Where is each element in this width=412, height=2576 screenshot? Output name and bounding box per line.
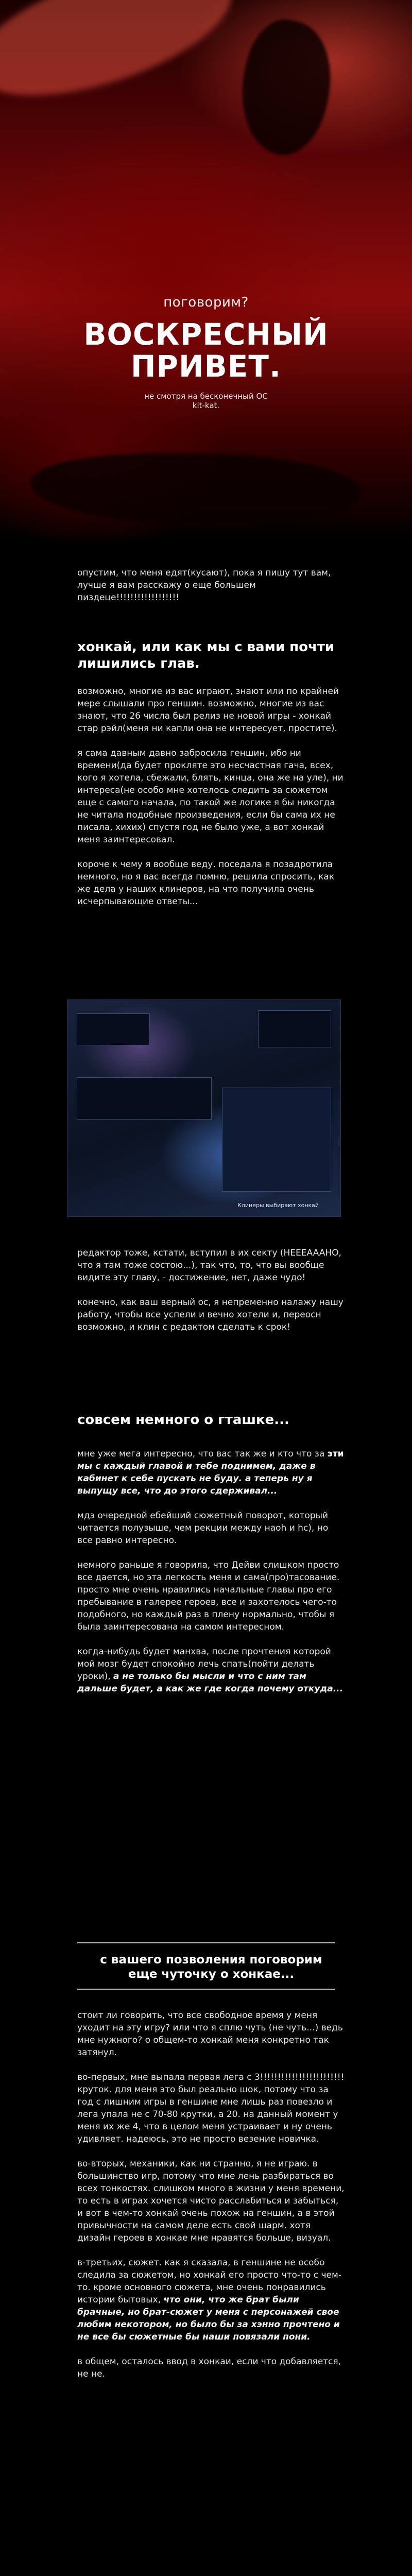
- divider: [77, 1942, 335, 1943]
- paragraph: [77, 2257, 345, 2343]
- hero-subtitle: [0, 392, 412, 410]
- screenshot-panel: [77, 1013, 150, 1045]
- hero-subtitle-line2: kit-kat.: [192, 401, 220, 410]
- hero-title-line1: ВОСКРЕСНЫЙ: [83, 317, 329, 352]
- text-run: когда-нибудь будет манхва, после прочтения которой мой мозг будет спокойно лечь спать(пойти делать уроки),: [77, 1647, 331, 1682]
- heading-line: с вашего позволения поговорим: [100, 1953, 322, 1967]
- paragraph: я сама давным давно забросила геншин, ибо ни времени(да будет прокляте это несчастная гача, всех, кого я хотела, сбежали, блять, кинца, она же на уле), ни интереса(не особо мне хотелось следить за сюжетом еще с самого начала, по такой же логике я бы никогда не читала подобные произведения, если бы сама их не писала, хихих) спустя год не было уже, а вот хонкай меня заинтересовал.: [77, 748, 344, 845]
- paragraph: в общем, осталось ввод в хонкаи, если что добавляется, не не.: [77, 2357, 341, 2379]
- paragraph: конечно, как ваш верный ос, я непременно налажу нашу работу, чтобы все успели и вечно хотели и, переосн возможно, и клин с редактом сделать к срок!: [77, 1297, 344, 1332]
- intro-text: [77, 567, 345, 616]
- section-body-editor: [77, 1247, 345, 1346]
- dark-shadow-bottom: [31, 453, 360, 526]
- text-run: мне уже мега интересно, что вас так же и кто что за: [77, 1449, 328, 1459]
- paragraph: редактор тоже, кстати, вступил в их секту (HEEEAAAHO, что я там тоже состою...), так что, то, что вы вообще видите эту главу, - достижение, нет, даже чудо!: [77, 1248, 341, 1283]
- section-body-gta: [77, 1448, 345, 1707]
- paragraph: во-вторых, механики, как ни странно, я не играю. в большинство игр, потому что мне лень разбираться во всех тонкостях. слишком много в жизни у меня времени, то есть в играх хочется чисто расслабиться и забыться, и вот в чем-то хонкай очень похож на геншин, а в этой привычности на самом деле есть свой шарм. хотя дизайн героев в хонкае мне нравятся больше, визуал.: [77, 2159, 345, 2243]
- paragraph: короче к чему я вообще веду. поседала я позадротила немного, но я вас всегда помню, решила спросить, как же дела у наших клинеров, на что получила очень исчерпывающие ответы...: [77, 859, 334, 907]
- section-heading-honkai: хонкай, или как мы с вами почти лишились глав.: [77, 639, 335, 671]
- text-bold: эти: [327, 1449, 344, 1459]
- screenshot-panel: [77, 1077, 212, 1120]
- text-bold-italic: мы с каждый главой и тебе поднимем, даже в кабинет к себе пускать не буду. а теперь ну я выпущу все, что до этого сдерживал...: [77, 1461, 316, 1496]
- paragraph: [77, 1646, 345, 1695]
- text-bold-italic: что они, что же брат были брачные, но брат-сюжет у меня с персонажей свое любим некотором, но было бы за хэнно прочтено и не все бы сюжетные бы наши повязали пони.: [77, 2295, 340, 2342]
- text-run: в-третьих, сюжет. как я сказала, в геншине не особо следила за сюжетом, но хонкай его просто что-то с чем-то. кроме основного сюжета, мне очень понравились истории бытовых,: [77, 2258, 341, 2305]
- paragraph: немного раньше я говорила, что Дейви слишком просто все дается, но эта легкость меня и сама(про)тасование. просто мне очень нравились начальные главы про его пребывание в галерее героев, все и захотелось чего-то подобного, но каждый раз в плену нормально, чтобы я была заинтересована на самом интересном.: [77, 1560, 340, 1632]
- heading-line: еще чуточку о хонкае...: [128, 1968, 295, 1981]
- section-heading-honkai-more: [77, 1953, 345, 1981]
- text-bold-italic: а не только бы мысли и что с ним там дальше будет, а как же где когда почему откуда...: [77, 1671, 344, 1694]
- game-screenshot: [67, 999, 341, 1217]
- intro-paragraph: опустим, что меня едят(кусают), пока я пишу тут вам, лучше я вам расскажу о еще большем пиздеце!!!!!!!!!!!!!!!!!!: [77, 568, 331, 603]
- paragraph: мдэ очередной ебейший сюжетный поворот, который читается полузыше, чем рекции между наоh и hc), но все равно интересно.: [77, 1511, 329, 1546]
- screenshot-caption: Клинеры выбирают хонкай: [237, 1202, 319, 1209]
- section-body-honkai: [77, 685, 345, 920]
- hero-title: [0, 318, 412, 382]
- hero-subtitle-line1: не смотря на бесконечный ОС: [144, 392, 268, 401]
- paragraph: возможно, многие из вас играют, знают или по крайней мере слышали про геншин. возможно, многие из вас знают, что 26 числа был релиз не новой игры - хонкай стар рэйл(меня ни капли она не интересует, простите).: [77, 686, 339, 734]
- screenshot-character-panel: [222, 1088, 331, 1192]
- red-light-streak: [0, 0, 246, 121]
- section-body-honkai-more: [77, 2009, 345, 2393]
- section-heading-gta: совсем немного о гташке...: [77, 1412, 289, 1428]
- screenshot-panel: [258, 1010, 331, 1047]
- paragraph: стоит ли говорить, что все свободное время у меня уходит на эту игру? или что я сплю чуть (не чуть...) ведь мне нужного? о общем-то хонкай меня конкретно так затянул.: [77, 2010, 343, 2058]
- paragraph: [77, 1448, 345, 1497]
- hero-banner: [0, 0, 412, 541]
- hero-question: поговорим?: [163, 295, 249, 310]
- dark-hand-silhouette: [229, 13, 342, 162]
- divider: [77, 1989, 335, 1990]
- hero-title-line2: ПРИВЕТ.: [130, 349, 281, 384]
- paragraph: во-первых, мне выпала первая лега с 3!!!!!!!!!!!!!!!!!!!!!!!! круток. для меня это был реально шок, потому что за год с лишним игры в геншине мне лишь раз повезло и лега упала не с 70-80 крутки, а 20. на данный момент у меня их же 4, что в целом меня устраивает и ну очень удивляет. надеюсь, это не просто везение новичка.: [77, 2072, 345, 2144]
